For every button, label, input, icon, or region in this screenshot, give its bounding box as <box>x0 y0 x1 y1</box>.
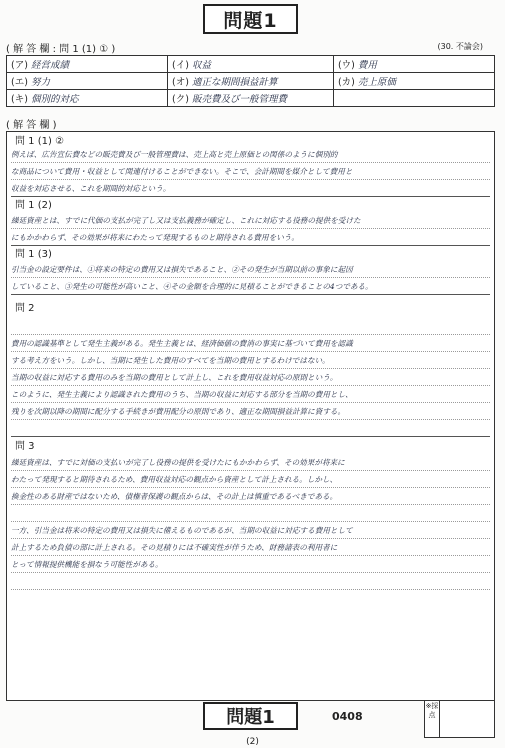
score-label: ※採点 <box>425 701 440 737</box>
answer-line[interactable]: 例えば、広告宣伝費などの販売費及び一般管理費は、売上高と売上原価との関係のように個別的 <box>11 146 490 163</box>
answer-row <box>7 56 495 73</box>
answer-cell[interactable]: (エ) 努力 <box>7 73 168 90</box>
answer-line[interactable]: 残りを次期以降の期間に配分する手続きが費用配分の原則であり、適正な期間損益計算に資する。 <box>11 403 490 420</box>
answer-line[interactable]: とって情報提供機能を損なう可能性がある。 <box>11 556 490 573</box>
question-heading: 問 2 <box>15 303 35 314</box>
answer-cell <box>333 90 494 107</box>
answer-line[interactable] <box>11 573 490 590</box>
score-field[interactable] <box>440 701 494 737</box>
fill-in-answer-table <box>6 55 495 107</box>
answer-line[interactable]: 繰延資産とは、すでに代価の支払が完了し又は支払義務が確定し、これに対応する役務の提供を受けた <box>11 212 490 229</box>
answer-cell[interactable]: (イ) 収益 <box>168 56 334 73</box>
answer-line[interactable]: 当期の収益に対応する費用のみを当期の費用として計上し、これを費用収益対応の原則という。 <box>11 369 490 386</box>
answer-line[interactable]: 引当金の設定要件は、①将来の特定の費用又は損失であること、②その発生が当期以前の事象に起因 <box>11 261 490 278</box>
answer-area <box>6 131 495 701</box>
answer-line[interactable]: にもかかわらず、その効果が将来にわたって発現するものと期待される費用をいう。 <box>11 229 490 246</box>
answer-line[interactable] <box>11 505 490 522</box>
top-note: (30. 不論会) <box>437 42 483 51</box>
page-number: (2) <box>246 737 259 747</box>
answer-line[interactable]: 繰延資産は、すでに対価の支払いが完了し役務の提供を受けたにもかかわらず、その効果が将来に <box>11 454 490 471</box>
answer-line[interactable]: 費用の認識基準として発生主義がある。発生主義とは、経済価値の費消の事実に基づいて費用を認識 <box>11 335 490 352</box>
answer-line[interactable]: な商品について費用・収益として関連付けることができない。そこで、会計期間を媒介として費用と <box>11 163 490 180</box>
answer-line[interactable]: 収益を対応させる、これを期間的対応という。 <box>11 180 490 197</box>
answer-line[interactable]: していること、③発生の可能性が高いこと、④その金額を合理的に見積ることができることの4つである。 <box>11 278 490 295</box>
question-heading: 問 1 (2) <box>15 200 52 211</box>
answer-row <box>7 90 495 107</box>
footer-problem-title: 問題1 <box>203 702 298 730</box>
problem-title: 問題1 <box>203 4 298 34</box>
answer-line[interactable]: する考え方をいう。しかし、当期に発生した費用のすべてを当期の費用とするわけではない。 <box>11 352 490 369</box>
top-answer-label: ( 解 答 欄 : 問 1 (1) ① ) <box>6 44 116 55</box>
answer-line[interactable] <box>11 420 490 437</box>
answer-cell[interactable]: (ア) 経営成績 <box>7 56 168 73</box>
question-heading: 問 3 <box>15 441 35 452</box>
answer-row <box>7 73 495 90</box>
exam-code: 0408 <box>332 710 363 723</box>
answer-line[interactable]: わたって発現すると期待されるため、費用収益対応の観点から資産として計上される。しかし、 <box>11 471 490 488</box>
question-heading: 問 1 (1) ② <box>15 136 65 147</box>
answer-section-label: ( 解 答 欄 ) <box>6 120 57 131</box>
score-box <box>424 700 495 738</box>
answer-cell[interactable]: (ク) 販売費及び一般管理費 <box>168 90 334 107</box>
answer-cell[interactable]: (カ) 売上原価 <box>333 73 494 90</box>
answer-line[interactable]: 計上するため負債の部に計上される。その見積りには不確実性が伴うため、財務諸表の利用者に <box>11 539 490 556</box>
answer-cell[interactable]: (ウ) 費用 <box>333 56 494 73</box>
answer-line[interactable] <box>11 318 490 335</box>
question-heading: 問 1 (3) <box>15 249 52 260</box>
answer-line[interactable]: 一方、引当金は将来の特定の費用又は損失に備えるものであるが、当期の収益に対応する費用として <box>11 522 490 539</box>
answer-line[interactable]: このように、発生主義により認識された費用のうち、当期の収益に対応する部分を当期の費用とし、 <box>11 386 490 403</box>
answer-cell[interactable]: (オ) 適正な期間損益計算 <box>168 73 334 90</box>
answer-cell[interactable]: (キ) 個別的対応 <box>7 90 168 107</box>
answer-line[interactable]: 換金性のある財産ではないため、債権者保護の観点からは、その計上は慎重であるべきである。 <box>11 488 490 505</box>
